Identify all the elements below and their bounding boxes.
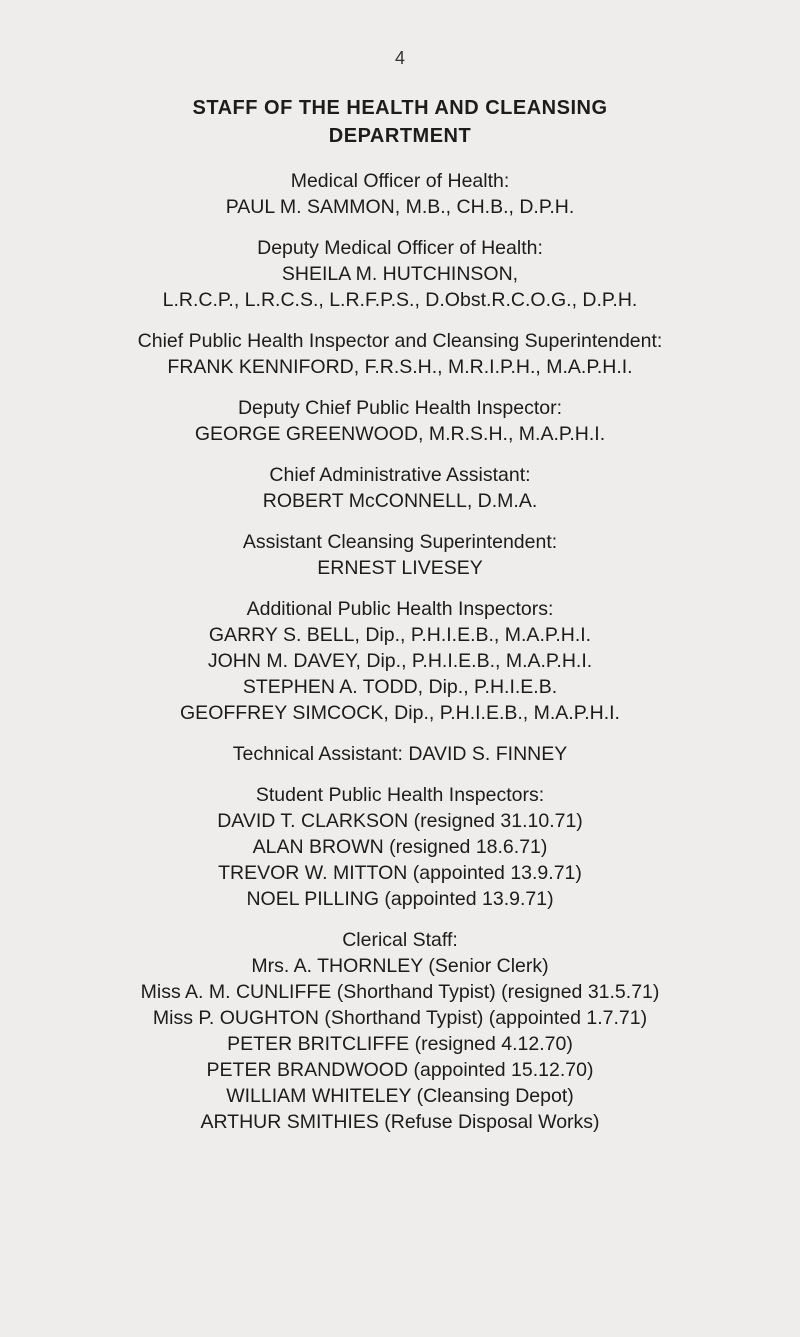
staff-entry: Miss P. OUGHTON (Shorthand Typist) (appointed 1.7.71) — [152, 1007, 648, 1029]
section-heading: Chief Public Health Inspector and Cleansing Superintendent: — [137, 330, 663, 352]
section-technical-assistant — [0, 741, 800, 767]
staff-entry: STEPHEN A. TODD, Dip., P.H.I.E.B. — [242, 676, 558, 698]
staff-entry: SHEILA M. HUTCHINSON, — [281, 263, 519, 285]
staff-entry: ROBERT McCONNELL, D.M.A. — [262, 490, 538, 512]
section-deputy-medical-officer — [0, 235, 800, 313]
section-heading: Additional Public Health Inspectors: — [246, 598, 554, 620]
section-clerical-staff — [0, 927, 800, 1135]
staff-entry: ARTHUR SMITHIES (Refuse Disposal Works) — [200, 1111, 600, 1133]
staff-entry: FRANK KENNIFORD, F.R.S.H., M.R.I.P.H., M.A.P.H.I. — [167, 356, 633, 378]
staff-entry: Technical Assistant: DAVID S. FINNEY — [232, 743, 568, 765]
section-additional-phi — [0, 596, 800, 726]
section-student-phi — [0, 782, 800, 912]
staff-entry: ERNEST LIVESEY — [317, 557, 483, 579]
section-heading: Student Public Health Inspectors: — [255, 784, 545, 806]
staff-entry: GEORGE GREENWOOD, M.R.S.H., M.A.P.H.I. — [194, 423, 606, 445]
staff-entry: DAVID T. CLARKSON (resigned 31.10.71) — [217, 810, 583, 832]
page-title — [0, 94, 800, 150]
staff-list — [0, 168, 800, 1150]
section-medical-officer — [0, 168, 800, 220]
staff-entry: Mrs. A. THORNLEY (Senior Clerk) — [251, 955, 549, 977]
section-heading: Chief Administrative Assistant: — [269, 464, 531, 486]
staff-qualifications: L.R.C.P., L.R.C.S., L.R.F.P.S., D.Obst.R.C.O.G., D.P.H. — [162, 289, 638, 311]
staff-entry: WILLIAM WHITELEY (Cleansing Depot) — [226, 1085, 574, 1107]
section-heading: Assistant Cleansing Superintendent: — [242, 531, 558, 553]
section-heading: Medical Officer of Health: — [290, 170, 510, 192]
section-heading: Clerical Staff: — [342, 929, 458, 951]
staff-entry: PAUL M. SAMMON, M.B., CH.B., D.P.H. — [225, 196, 575, 218]
title-line-1: STAFF OF THE HEALTH AND CLEANSING — [192, 97, 608, 119]
page-number: 4 — [394, 48, 405, 68]
section-deputy-chief-phi — [0, 395, 800, 447]
section-heading: Deputy Chief Public Health Inspector: — [237, 397, 563, 419]
staff-entry: TREVOR W. MITTON (appointed 13.9.71) — [218, 862, 582, 884]
title-line-2: DEPARTMENT — [328, 125, 472, 147]
staff-entry: ALAN BROWN (resigned 18.6.71) — [252, 836, 548, 858]
staff-entry: NOEL PILLING (appointed 13.9.71) — [246, 888, 554, 910]
section-heading: Deputy Medical Officer of Health: — [257, 237, 543, 259]
section-chief-admin — [0, 462, 800, 514]
staff-entry: GEOFFREY SIMCOCK, Dip., P.H.I.E.B., M.A.P.H.I. — [180, 702, 620, 724]
staff-entry: JOHN M. DAVEY, Dip., P.H.I.E.B., M.A.P.H.I. — [207, 650, 593, 672]
staff-entry: Miss A. M. CUNLIFFE (Shorthand Typist) (resigned 31.5.71) — [140, 981, 660, 1003]
staff-entry: GARRY S. BELL, Dip., P.H.I.E.B., M.A.P.H.I. — [208, 624, 592, 646]
staff-entry: PETER BRANDWOOD (appointed 15.12.70) — [206, 1059, 594, 1081]
section-asst-cleansing — [0, 529, 800, 581]
section-chief-phi — [0, 328, 800, 380]
staff-entry: PETER BRITCLIFFE (resigned 4.12.70) — [227, 1033, 573, 1055]
